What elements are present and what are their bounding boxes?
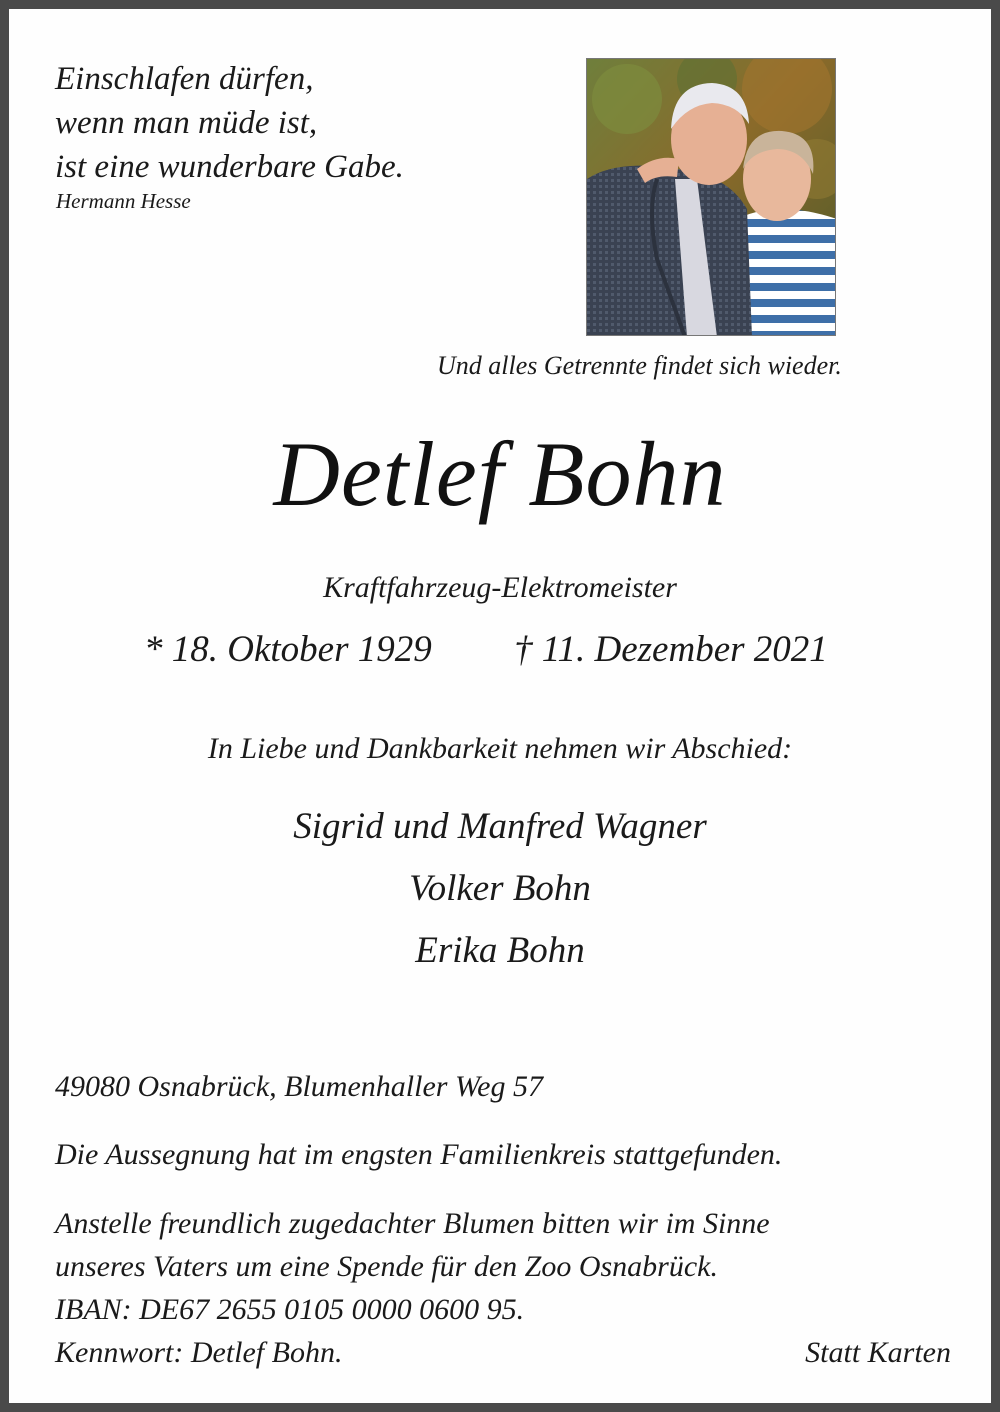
epigraph: Und alles Getrennte findet sich wieder. [437, 351, 842, 380]
mourner-name: Erika Bohn [415, 930, 585, 971]
donation-line-2: unseres Vaters um eine Spende für den Zoo Osnabrück. [55, 1250, 718, 1283]
mourner-name: Sigrid und Manfred Wagner [293, 806, 707, 847]
quote-author: Hermann Hesse [56, 189, 191, 213]
funeral-note: Die Aussegnung hat im engsten Familienkreis stattgefunden. [55, 1138, 783, 1171]
donation-line-1: Anstelle freundlich zugedachter Blumen bitten wir im Sinne [55, 1207, 770, 1240]
mourner-name: Volker Bohn [409, 868, 591, 909]
birth-date: * 18. Oktober 1929 [144, 629, 432, 670]
farewell-text: In Liebe und Dankbarkeit nehmen wir Abschied: [207, 732, 793, 765]
address: 49080 Osnabrück, Blumenhaller Weg 57 [55, 1070, 543, 1103]
quote-line-3: ist eine wunderbare Gabe. [55, 149, 404, 185]
couple-photo [586, 58, 836, 336]
deceased-name: Detlef Bohn [273, 423, 727, 525]
quote-line-2: wenn man müde ist, [55, 105, 318, 141]
quote-line-1: Einschlafen dürfen, [55, 61, 314, 97]
iban: IBAN: DE67 2655 0105 0000 0600 95. [55, 1293, 525, 1326]
profession: Kraftfahrzeug-Elektromeister [323, 571, 677, 604]
donation-keyword: Kennwort: Detlef Bohn. [55, 1336, 343, 1369]
statt-karten: Statt Karten [805, 1336, 951, 1369]
death-date: † 11. Dezember 2021 [514, 629, 828, 670]
